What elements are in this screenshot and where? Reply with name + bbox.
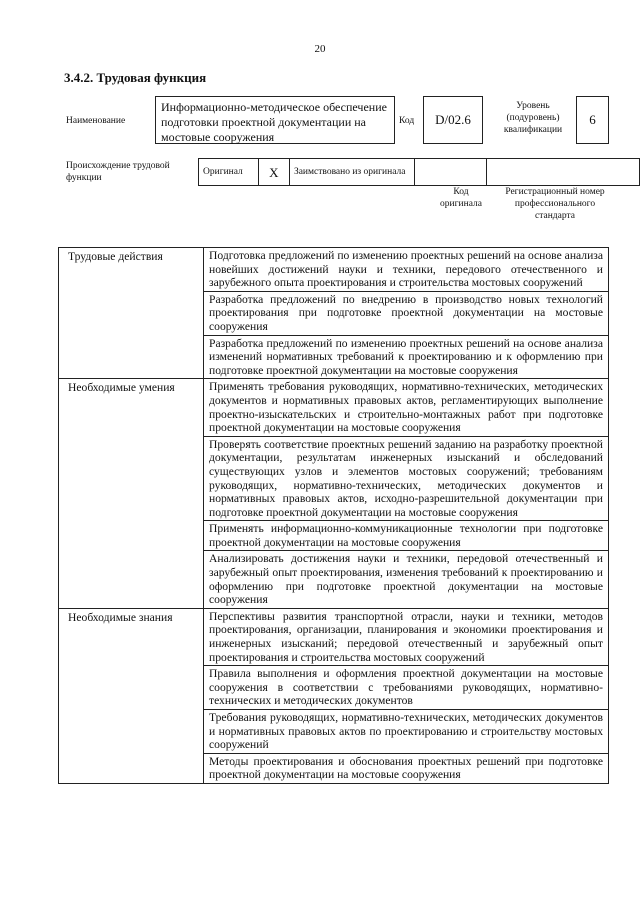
registration-caption: Регистрационный номер профессионального стандарта	[505, 187, 605, 221]
item-cell: Перспективы развития транспортной отрасли, науки и техники, методов проектирования, организации, планирования и экономики проектирования и инженерных изысканий; передовой отечественный и зарубежный опыт проектирования и строительства мостовых сооружений	[204, 608, 609, 665]
function-name-value: Информационно-методическое обеспечение подготовки проектной документации на мостовые сооружения	[161, 100, 387, 144]
origin-label: Происхождение трудовой функции	[66, 161, 170, 183]
item-cell: Применять информационно-коммуникационные технологии при подготовке проектной документации на мостовые сооружения	[204, 521, 609, 551]
code-caption: Код оригинала	[440, 187, 482, 209]
registration-number-cell	[487, 159, 640, 186]
code-box	[423, 96, 483, 144]
category-cell: Необходимые знания	[59, 608, 204, 783]
level-label: Уровень (подуровень) квалификации	[503, 101, 563, 135]
item-cell: Методы проектирования и обоснования проектных решений при подготовке проектной документации на мостовые сооружения	[204, 753, 609, 783]
item-cell: Анализировать достижения науки и техники, передовой отечественный и зарубежный опыт проектирования, изменения требований к проектированию и оформлению при подготовке проектной документации на мостовые сооружения	[204, 551, 609, 608]
category-cell: Необходимые умения	[59, 379, 204, 609]
code-label: Код	[399, 116, 415, 126]
item-cell: Разработка предложений по внедрению в производство новых технологий проектирования при подготовке проектной документации на мостовые сооружения	[204, 291, 609, 335]
borrowed-label: Заимствовано из оригинала	[289, 159, 414, 186]
page-number: 20	[314, 43, 326, 55]
table-row	[59, 608, 609, 665]
category-cell: Трудовые действия	[59, 248, 204, 379]
section-title: 3.4.2. Трудовая функция	[64, 70, 207, 85]
item-cell: Правила выполнения и оформления проектной документации на мостовые сооружения в соответствии с требованиями руководящих, нормативно-технических и методических документов	[204, 666, 609, 710]
level-value: 6	[589, 112, 596, 127]
item-cell: Разработка предложений по изменению проектных решений на основе анализа изменений нормативных требований к проектированию и к оформлению при подготовке проектной документации на мостовые сооружения	[204, 335, 609, 379]
item-cell: Проверять соответствие проектных решений заданию на разработку проектной документации, результатам инженерных изысканий и обследований существующих узлов и элементов мостовых сооружений; требованиям руководящих, нормативно-технических, методических документов и нормативных правовых актов, исходно-разрешительной документации при подготовке проектной документации на мостовые сооружения	[204, 436, 609, 521]
original-code-cell	[415, 159, 487, 186]
name-label: Наименование	[66, 116, 126, 126]
level-box	[576, 96, 609, 144]
table-row	[59, 248, 609, 292]
item-cell: Подготовка предложений по изменению проектных решений на основе анализа новейших достижений науки и техники, передового отечественного и зарубежного опыта проектирования и строительства мостовых сооружений	[204, 248, 609, 292]
original-label: Оригинал	[199, 159, 259, 186]
requirements-table	[58, 247, 609, 784]
origin-table	[198, 158, 640, 186]
code-value: D/02.6	[435, 112, 471, 127]
table-row	[59, 379, 609, 436]
original-mark: X	[258, 159, 289, 186]
item-cell: Требования руководящих, нормативно-технических, методических документов и нормативных правовых актов по проектированию и строительству мостовых сооружений	[204, 710, 609, 754]
function-name-box	[155, 96, 395, 144]
item-cell: Применять требования руководящих, нормативно-технических, методических документов и нормативных правовых актов, регламентирующих выполнение проектно-изыскательских и строительно-монтажных работ при подготовке проектной документации на мостовые сооружения	[204, 379, 609, 436]
